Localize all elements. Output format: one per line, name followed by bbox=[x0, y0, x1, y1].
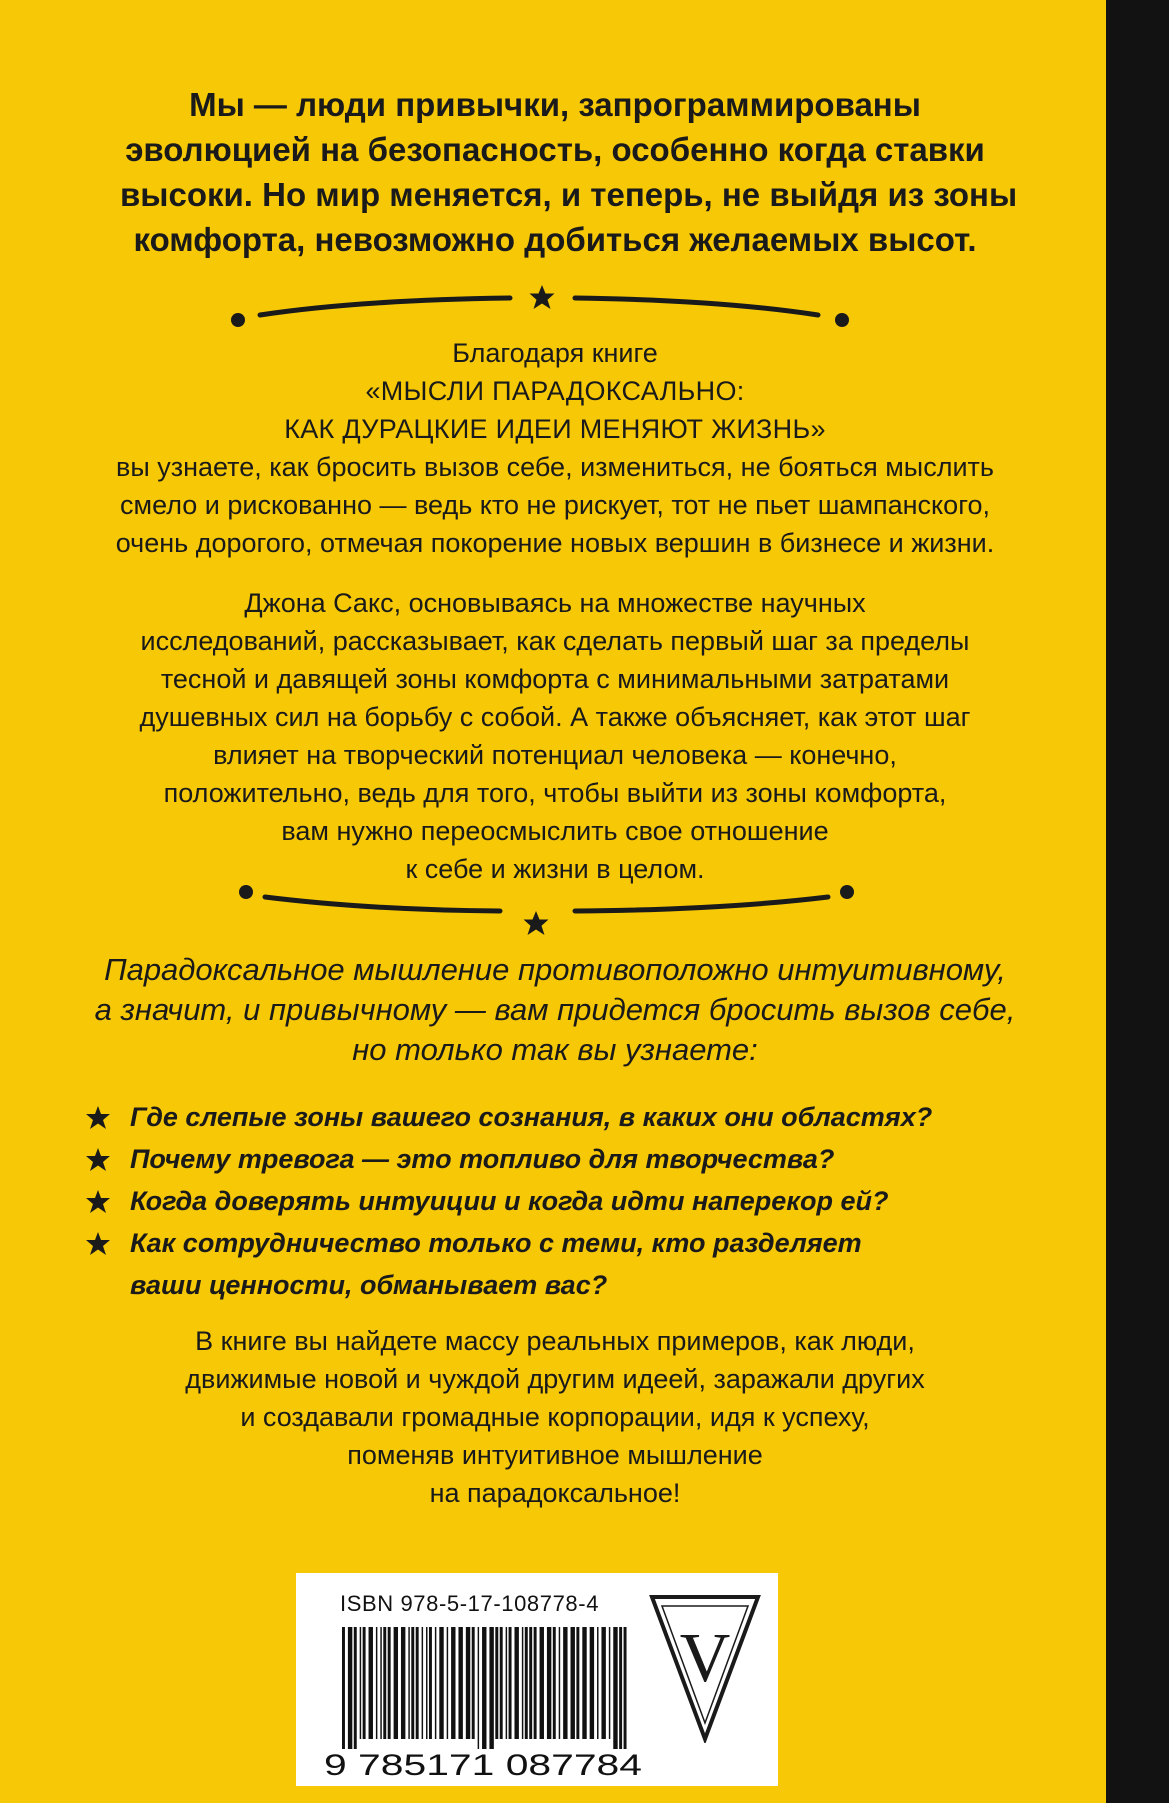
book-title bbox=[60, 372, 1050, 448]
star-icon bbox=[85, 1189, 111, 1215]
lead-line: высоки. Но мир меняется, и теперь, не выйдя из зоны bbox=[120, 176, 1018, 213]
barcode-bar bbox=[495, 1627, 498, 1739]
barcode-bar bbox=[609, 1627, 610, 1739]
intro-line: Парадоксальное мышление противоположно интуитивному, bbox=[104, 952, 1006, 987]
divider-line-right bbox=[575, 897, 828, 911]
barcode-bar bbox=[525, 1627, 528, 1739]
lead-paragraph bbox=[120, 82, 1018, 262]
outro-line: на парадоксальное! bbox=[429, 1478, 681, 1508]
barcode-bar bbox=[540, 1627, 544, 1739]
publisher-logo bbox=[648, 1593, 762, 1743]
intro-paragraph bbox=[60, 950, 1050, 1070]
thanks-paragraph bbox=[60, 334, 1050, 562]
barcode-bar bbox=[416, 1627, 419, 1739]
barcode-bar bbox=[529, 1627, 532, 1739]
divider-dot-left bbox=[239, 885, 253, 899]
description-line: душевных сил на борьбу с собой. А также объясняет, как этот шаг bbox=[139, 702, 971, 732]
star-icon bbox=[85, 1105, 111, 1131]
barcode-bar bbox=[411, 1627, 414, 1739]
barcode-bar bbox=[394, 1627, 398, 1739]
lead-line: эволюцией на безопасность, особенно когда ставки bbox=[125, 131, 985, 168]
barcode-bar bbox=[426, 1627, 427, 1739]
lead-line: Мы — люди привычки, запрограммированы bbox=[189, 86, 921, 123]
barcode-bar bbox=[576, 1627, 579, 1739]
question-list bbox=[85, 1096, 1025, 1306]
barcode-bar bbox=[613, 1627, 617, 1749]
barcode-bar bbox=[363, 1627, 366, 1739]
barcode-bar bbox=[401, 1627, 405, 1739]
barcode-bar bbox=[383, 1627, 386, 1739]
intro-line: а значит, и привычному — вам придется бросить вызов себе, bbox=[94, 992, 1016, 1027]
star-icon bbox=[85, 1147, 111, 1173]
barcode-bar bbox=[458, 1627, 462, 1739]
star-icon bbox=[524, 911, 549, 935]
ornament-divider-top bbox=[220, 258, 860, 328]
barcode-bar bbox=[563, 1627, 567, 1739]
list-item bbox=[85, 1222, 1025, 1306]
barcode-bar bbox=[522, 1627, 523, 1739]
star-icon bbox=[530, 285, 555, 309]
barcode-bar bbox=[482, 1627, 486, 1749]
barcode-bar bbox=[435, 1627, 436, 1739]
question-text: Почему тревога — это топливо для творчества? bbox=[130, 1144, 835, 1174]
divider-line-right bbox=[575, 298, 818, 315]
book-title-line: «МЫСЛИ ПАРАДОКСАЛЬНО: bbox=[365, 376, 745, 406]
outro-paragraph bbox=[60, 1322, 1050, 1512]
divider-line-left bbox=[260, 298, 510, 315]
barcode-bar bbox=[547, 1627, 551, 1739]
spine-edge bbox=[1106, 0, 1169, 1803]
outro-line: движимые новой и чуждой другим идеей, заражали других bbox=[185, 1364, 925, 1394]
barcode-bar bbox=[354, 1627, 357, 1749]
divider-dot-left bbox=[231, 313, 245, 327]
barcode-bar bbox=[509, 1627, 512, 1739]
outro-line: В книге вы найдете массу реальных примеров, как люди, bbox=[195, 1326, 915, 1356]
barcode bbox=[324, 1621, 644, 1781]
barcode-bar bbox=[342, 1627, 345, 1749]
barcode-bar bbox=[500, 1627, 503, 1739]
barcode-bar bbox=[439, 1627, 443, 1739]
thanks-line: смело и рискованно — ведь кто не рискует, тот не пьет шампанского, bbox=[120, 490, 990, 520]
thanks-intro: Благодаря книге bbox=[452, 338, 658, 368]
barcode-bar bbox=[478, 1627, 479, 1749]
description-line: влияет на творческий потенциал человека — конечно, bbox=[213, 740, 897, 770]
barcode-bar bbox=[376, 1627, 377, 1739]
list-item bbox=[85, 1180, 1025, 1222]
barcode-bar bbox=[369, 1627, 373, 1739]
barcode-bar bbox=[571, 1627, 575, 1739]
barcode-bar bbox=[619, 1627, 622, 1749]
barcode-bar bbox=[422, 1627, 423, 1739]
question-text: ваши ценности, обманывает вас? bbox=[130, 1270, 608, 1300]
thanks-line: очень дорогого, отмечая покорение новых вершин в бизнесе и жизни. bbox=[115, 528, 995, 558]
list-item bbox=[85, 1138, 1025, 1180]
question-text: Когда доверять интуиции и когда идти наперекор ей? bbox=[130, 1186, 889, 1216]
description-line: вам нужно переосмыслить свое отношение bbox=[281, 816, 829, 846]
intro-line: но только так вы узнаете: bbox=[352, 1032, 758, 1067]
barcode-digits: 9 785171 087784 bbox=[324, 1749, 642, 1781]
barcode-bar bbox=[429, 1627, 432, 1739]
barcode-bar bbox=[559, 1627, 560, 1739]
barcode-bar bbox=[472, 1627, 475, 1739]
description-line: тесной и давящей зоны комфорта с минимальными затратами bbox=[160, 664, 950, 694]
barcode-bar bbox=[489, 1627, 493, 1749]
thanks-line: вы узнаете, как бросить вызов себе, измениться, не бояться мыслить bbox=[115, 452, 994, 482]
barcode-bar bbox=[534, 1627, 537, 1739]
isbn-box bbox=[296, 1573, 778, 1786]
barcode-bars bbox=[342, 1627, 627, 1749]
outro-line: и создавали громадные корпорации, идя к успеху, bbox=[240, 1402, 870, 1432]
barcode-bar bbox=[506, 1627, 507, 1739]
divider-dot-right bbox=[840, 885, 854, 899]
barcode-bar bbox=[601, 1627, 605, 1739]
ornament-divider-bottom bbox=[220, 882, 860, 952]
divider-line-left bbox=[265, 897, 500, 911]
barcode-bar bbox=[624, 1627, 627, 1749]
barcode-bar bbox=[553, 1627, 556, 1739]
book-title-line: КАК ДУРАЦКИЕ ИДЕИ МЕНЯЮТ ЖИЗНЬ» bbox=[284, 414, 826, 444]
outro-line: поменяв интуитивное мышление bbox=[347, 1440, 763, 1470]
question-text: Как сотрудничество только с теми, кто разделяет bbox=[130, 1228, 862, 1258]
barcode-bar bbox=[590, 1627, 594, 1739]
list-item bbox=[85, 1096, 1025, 1138]
description-line: к себе и жизни в целом. bbox=[405, 854, 705, 884]
barcode-bar bbox=[514, 1627, 518, 1739]
barcode-bar bbox=[360, 1627, 361, 1739]
barcode-bar bbox=[408, 1627, 409, 1739]
barcode-bar bbox=[582, 1627, 586, 1739]
star-icon bbox=[85, 1231, 111, 1257]
barcode-bar bbox=[388, 1627, 391, 1739]
barcode-bar bbox=[447, 1627, 448, 1739]
lead-line: комфорта, невозможно добиться желаемых высот. bbox=[133, 221, 977, 258]
barcode-bar bbox=[466, 1627, 470, 1739]
description-line: исследований, рассказывает, как сделать первый шаг за пределы bbox=[140, 626, 970, 656]
description-paragraph bbox=[60, 584, 1050, 888]
barcode-bar bbox=[451, 1627, 455, 1739]
svg-text:V: V bbox=[679, 1620, 731, 1697]
divider-dot-right bbox=[835, 313, 849, 327]
barcode-bar bbox=[597, 1627, 598, 1739]
isbn-label: ISBN 978-5-17-108778-4 bbox=[340, 1591, 600, 1616]
barcode-bar bbox=[348, 1627, 352, 1749]
description-line: положительно, ведь для того, чтобы выйти из зоны комфорта, bbox=[163, 778, 947, 808]
question-text: Где слепые зоны вашего сознания, в каких они областях? bbox=[130, 1102, 933, 1132]
description-line: Джона Сакс, основываясь на множестве научных bbox=[244, 588, 866, 618]
barcode-bar bbox=[380, 1627, 381, 1739]
